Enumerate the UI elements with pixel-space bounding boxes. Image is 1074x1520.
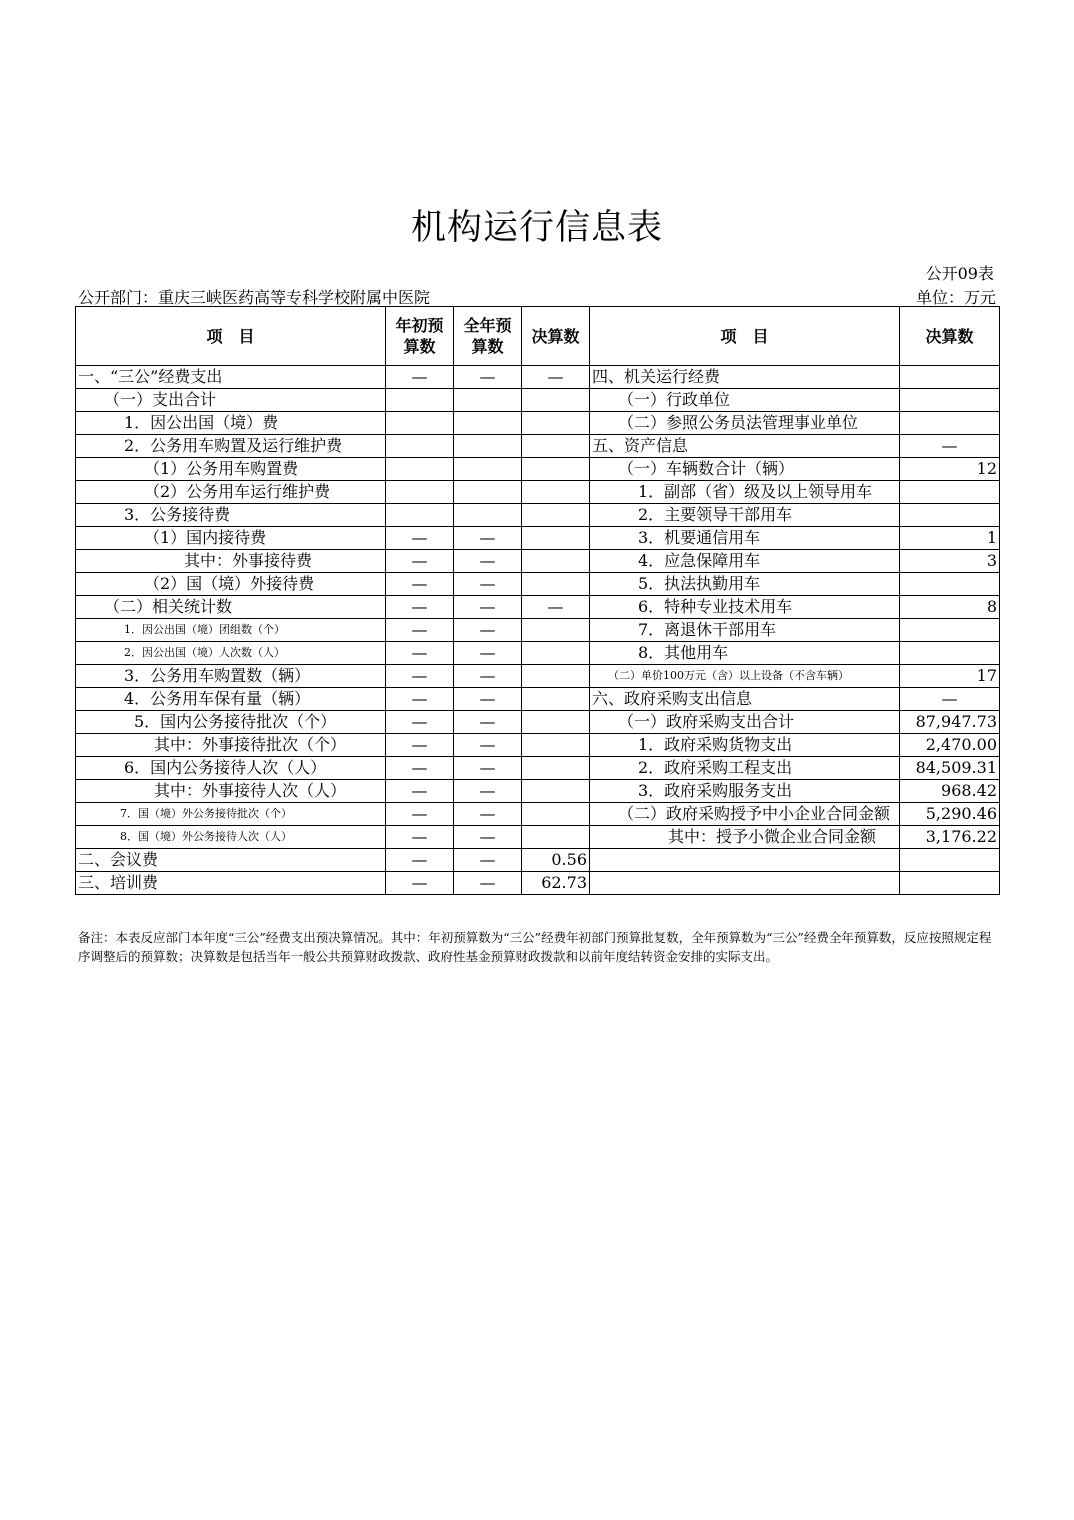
row-item-label: 1．因公出国（境）费: [76, 412, 386, 435]
row-initial-budget: [386, 435, 454, 458]
row-initial-budget: —: [386, 780, 454, 803]
row-final-account-right: —: [900, 435, 1000, 458]
table-row: [76, 642, 1000, 665]
row-item-label: 8．国（境）外公务接待人次（人）: [76, 826, 386, 849]
row-item-label-right: 3．政府采购服务支出: [590, 780, 900, 803]
row-final-account-right: [900, 619, 1000, 642]
header-final-account: 决算数: [522, 307, 590, 366]
row-item-label-right: 4．应急保障用车: [590, 550, 900, 573]
row-initial-budget: —: [386, 757, 454, 780]
row-item-label-right: （一）政府采购支出合计: [590, 711, 900, 734]
row-initial-budget: —: [386, 619, 454, 642]
row-initial-budget: —: [386, 803, 454, 826]
row-final-account-right: 1: [900, 527, 1000, 550]
row-item-label-right: 2．政府采购工程支出: [590, 757, 900, 780]
row-item-label: （一）支出合计: [76, 389, 386, 412]
table-row: [76, 550, 1000, 573]
row-final-account-right: [900, 872, 1000, 895]
table-row: [76, 826, 1000, 849]
unit-label: 单位：万元: [915, 288, 996, 307]
row-full-year-budget: —: [454, 803, 522, 826]
row-item-label: （1）国内接待费: [76, 527, 386, 550]
row-full-year-budget: [454, 481, 522, 504]
table-row: [76, 412, 1000, 435]
row-full-year-budget: —: [454, 780, 522, 803]
row-initial-budget: [386, 458, 454, 481]
row-final-account: [522, 757, 590, 780]
row-full-year-budget: —: [454, 366, 522, 389]
row-initial-budget: [386, 389, 454, 412]
row-full-year-budget: —: [454, 688, 522, 711]
row-final-account: [522, 527, 590, 550]
row-initial-budget: [386, 504, 454, 527]
row-full-year-budget: —: [454, 872, 522, 895]
row-item-label-right: 2．主要领导干部用车: [590, 504, 900, 527]
row-item-label-right: 5．执法执勤用车: [590, 573, 900, 596]
row-final-account-right: 3: [900, 550, 1000, 573]
row-full-year-budget: —: [454, 573, 522, 596]
row-initial-budget: —: [386, 573, 454, 596]
row-final-account: [522, 573, 590, 596]
row-full-year-budget: [454, 412, 522, 435]
row-final-account-right: 968.42: [900, 780, 1000, 803]
row-item-label: 1．因公出国（境）团组数（个）: [76, 619, 386, 642]
row-full-year-budget: [454, 435, 522, 458]
table-header-row: [76, 307, 1000, 366]
row-item-label-right: 1．政府采购货物支出: [590, 734, 900, 757]
row-item-label-right: （二）参照公务员法管理事业单位: [590, 412, 900, 435]
table-row: [76, 366, 1000, 389]
row-full-year-budget: —: [454, 596, 522, 619]
row-item-label: 三、培训费: [76, 872, 386, 895]
row-item-label: 一、“三公”经费支出: [76, 366, 386, 389]
header-item: 项 目: [76, 307, 386, 366]
row-item-label-right: 五、资产信息: [590, 435, 900, 458]
row-initial-budget: —: [386, 550, 454, 573]
row-final-account-right: [900, 849, 1000, 872]
table-row: [76, 665, 1000, 688]
row-full-year-budget: —: [454, 642, 522, 665]
row-final-account-right: [900, 412, 1000, 435]
row-final-account: [522, 734, 590, 757]
row-final-account: [522, 619, 590, 642]
page-title: 机构运行信息表: [410, 208, 663, 248]
row-final-account: [522, 711, 590, 734]
row-initial-budget: —: [386, 642, 454, 665]
row-item-label-right: （一）行政单位: [590, 389, 900, 412]
row-final-account: [522, 780, 590, 803]
row-final-account: [522, 688, 590, 711]
header-full-year-budget: 全年预算数: [454, 307, 522, 366]
row-item-label: 4．公务用车保有量（辆）: [76, 688, 386, 711]
row-final-account-right: 8: [900, 596, 1000, 619]
row-item-label-right: 8．其他用车: [590, 642, 900, 665]
row-item-label: 3．公务用车购置数（辆）: [76, 665, 386, 688]
table-row: [76, 435, 1000, 458]
table-row: [76, 389, 1000, 412]
row-full-year-budget: [454, 458, 522, 481]
row-final-account-right: [900, 389, 1000, 412]
row-final-account-right: 2,470.00: [900, 734, 1000, 757]
row-final-account: [522, 435, 590, 458]
table-row: [76, 458, 1000, 481]
row-item-label-right: 7．离退休干部用车: [590, 619, 900, 642]
row-full-year-budget: —: [454, 527, 522, 550]
row-item-label: 其中：外事接待费: [76, 550, 386, 573]
row-item-label: （2）公务用车运行维护费: [76, 481, 386, 504]
row-final-account: —: [522, 596, 590, 619]
footnote: 备注：本表反应部门本年度“三公”经费支出预决算情况。其中：年初预算数为“三公”经费年初部门预算批复数，全年预算数为“三公”经费全年预算数，反应按照规定程序调整后的预算数；决算数是包括当年一般公共预算财政拨款、政府性基金预算财政拨款和以前年度结转资金安排的实际支出。: [78, 930, 992, 964]
table-row: [76, 619, 1000, 642]
row-final-account: [522, 826, 590, 849]
table-row: [76, 803, 1000, 826]
info-table: [75, 306, 1000, 895]
row-full-year-budget: —: [454, 849, 522, 872]
row-item-label-right: 6．特种专业技术用车: [590, 596, 900, 619]
row-item-label: 2．公务用车购置及运行维护费: [76, 435, 386, 458]
row-final-account: 0.56: [522, 849, 590, 872]
table-row: [76, 504, 1000, 527]
row-item-label: 2．因公出国（境）人次数（人）: [76, 642, 386, 665]
row-item-label: 3．公务接待费: [76, 504, 386, 527]
row-final-account-right: —: [900, 688, 1000, 711]
row-full-year-budget: [454, 504, 522, 527]
row-initial-budget: —: [386, 711, 454, 734]
row-item-label: 5．国内公务接待批次（个）: [76, 711, 386, 734]
table-row: [76, 527, 1000, 550]
row-final-account: [522, 458, 590, 481]
row-final-account-right: 84,509.31: [900, 757, 1000, 780]
table-row: [76, 734, 1000, 757]
row-item-label-right: 3．机要通信用车: [590, 527, 900, 550]
row-initial-budget: —: [386, 849, 454, 872]
row-final-account-right: 12: [900, 458, 1000, 481]
row-full-year-budget: —: [454, 550, 522, 573]
row-initial-budget: —: [386, 734, 454, 757]
table-row: [76, 596, 1000, 619]
row-final-account-right: [900, 642, 1000, 665]
row-final-account: [522, 389, 590, 412]
row-item-label: 其中：外事接待批次（个）: [76, 734, 386, 757]
row-item-label-right: （二）政府采购授予中小企业合同金额: [590, 803, 900, 826]
row-final-account: [522, 803, 590, 826]
row-final-account-right: [900, 366, 1000, 389]
row-final-account-right: 5,290.46: [900, 803, 1000, 826]
row-full-year-budget: [454, 389, 522, 412]
row-initial-budget: —: [386, 826, 454, 849]
row-item-label: （1）公务用车购置费: [76, 458, 386, 481]
row-item-label-right: [590, 872, 900, 895]
table-row: [76, 573, 1000, 596]
row-final-account: [522, 550, 590, 573]
row-initial-budget: —: [386, 527, 454, 550]
row-final-account: [522, 504, 590, 527]
row-initial-budget: —: [386, 665, 454, 688]
row-final-account-right: 17: [900, 665, 1000, 688]
row-initial-budget: —: [386, 688, 454, 711]
row-full-year-budget: —: [454, 665, 522, 688]
row-item-label-right: 1．副部（省）级及以上领导用车: [590, 481, 900, 504]
row-item-label-right: （二）单价100万元（含）以上设备（不含车辆）: [590, 665, 900, 688]
table-row: [76, 757, 1000, 780]
row-full-year-budget: —: [454, 826, 522, 849]
row-initial-budget: —: [386, 366, 454, 389]
row-initial-budget: —: [386, 596, 454, 619]
row-item-label-right: [590, 849, 900, 872]
row-final-account: [522, 665, 590, 688]
row-item-label: 二、会议费: [76, 849, 386, 872]
row-final-account-right: [900, 481, 1000, 504]
row-final-account: —: [522, 366, 590, 389]
row-full-year-budget: —: [454, 711, 522, 734]
row-final-account: [522, 642, 590, 665]
row-final-account-right: [900, 504, 1000, 527]
table-row: [76, 872, 1000, 895]
row-final-account: 62.73: [522, 872, 590, 895]
row-item-label: 6．国内公务接待人次（人）: [76, 757, 386, 780]
row-final-account-right: 3,176.22: [900, 826, 1000, 849]
row-initial-budget: [386, 481, 454, 504]
row-item-label: 其中：外事接待人次（人）: [76, 780, 386, 803]
row-initial-budget: [386, 412, 454, 435]
row-item-label-right: 四、机关运行经费: [590, 366, 900, 389]
row-item-label: （二）相关统计数: [76, 596, 386, 619]
row-full-year-budget: —: [454, 619, 522, 642]
table-row: [76, 711, 1000, 734]
row-full-year-budget: —: [454, 734, 522, 757]
row-item-label: （2）国（境）外接待费: [76, 573, 386, 596]
row-final-account-right: [900, 573, 1000, 596]
row-initial-budget: —: [386, 872, 454, 895]
table-row: [76, 849, 1000, 872]
row-final-account-right: 87,947.73: [900, 711, 1000, 734]
row-item-label-right: 六、政府采购支出信息: [590, 688, 900, 711]
form-number: 公开09表: [925, 264, 994, 283]
header-item-right: 项 目: [590, 307, 900, 366]
department-label: 公开部门：重庆三峡医药高等专科学校附属中医院: [78, 288, 431, 307]
row-full-year-budget: —: [454, 757, 522, 780]
row-item-label-right: 其中：授予小微企业合同金额: [590, 826, 900, 849]
header-initial-budget: 年初预算数: [386, 307, 454, 366]
row-item-label-right: （一）车辆数合计（辆）: [590, 458, 900, 481]
header-final-account-right: 决算数: [900, 307, 1000, 366]
table-row: [76, 481, 1000, 504]
table-row: [76, 688, 1000, 711]
row-item-label: 7．国（境）外公务接待批次（个）: [76, 803, 386, 826]
table-row: [76, 780, 1000, 803]
row-final-account: [522, 481, 590, 504]
row-final-account: [522, 412, 590, 435]
